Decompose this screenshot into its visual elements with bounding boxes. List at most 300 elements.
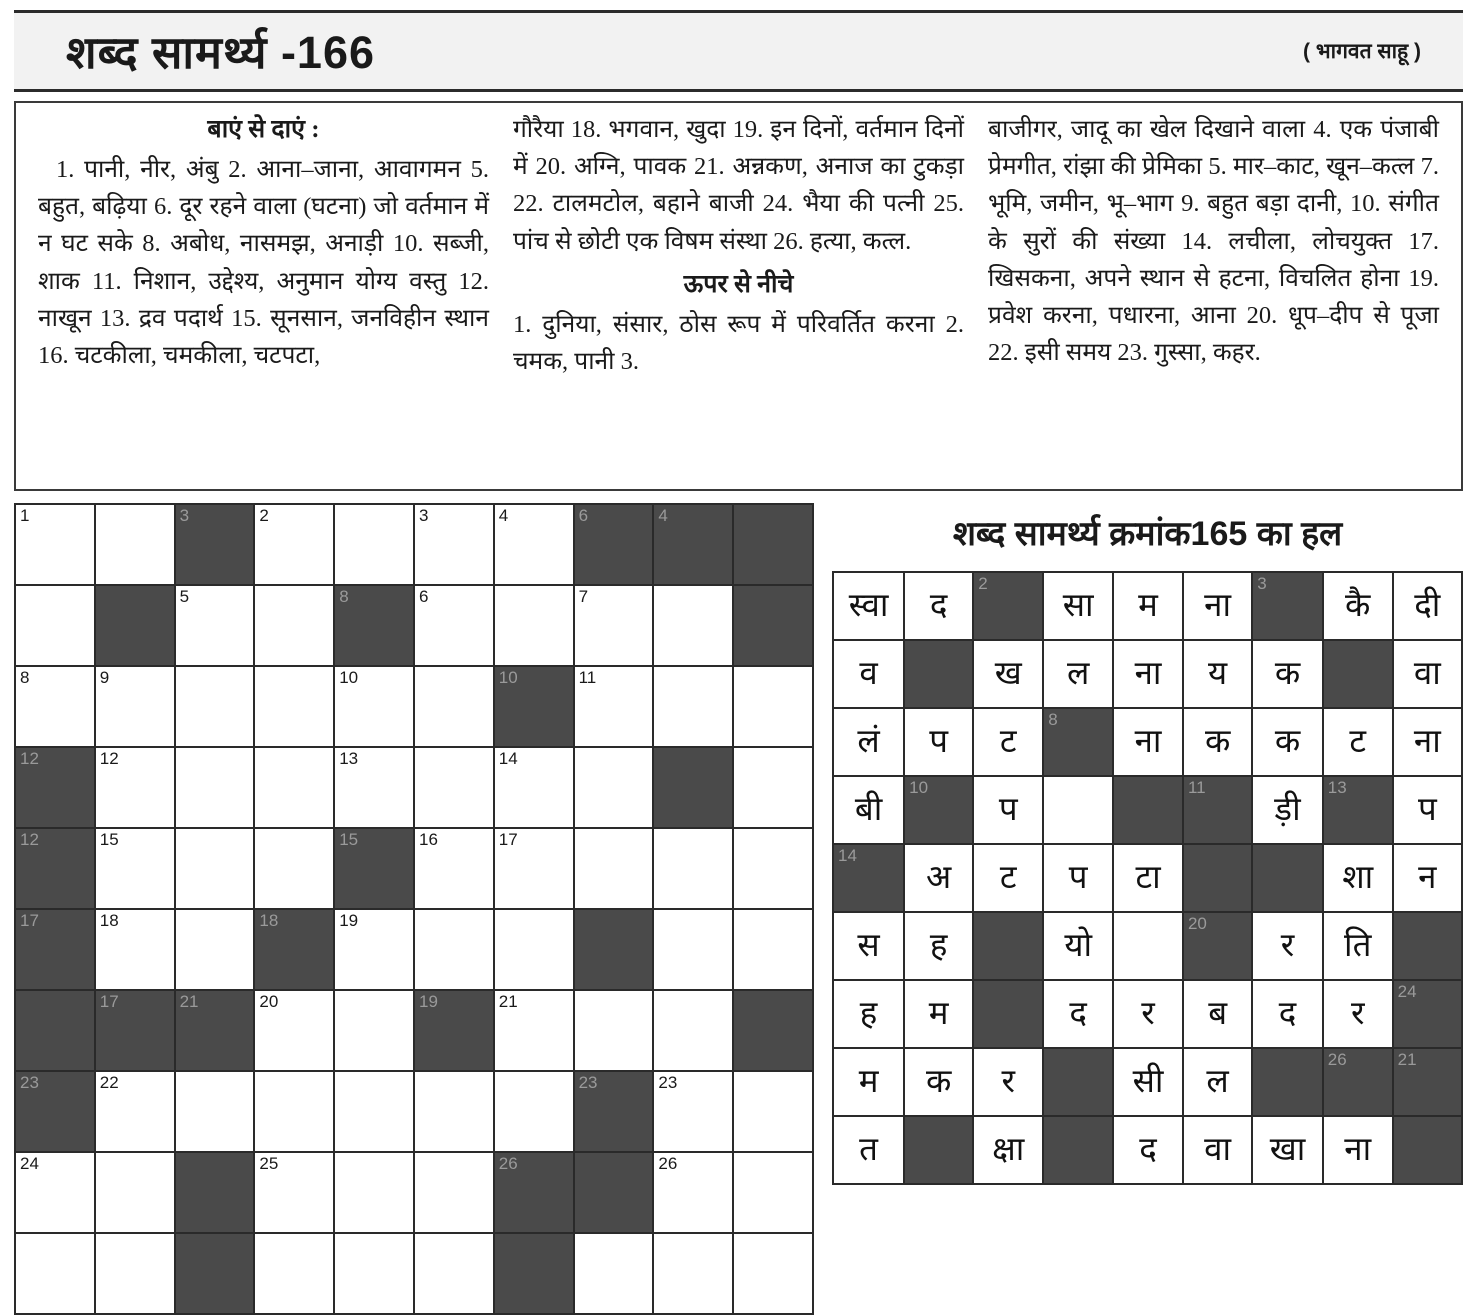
grid-cell[interactable] — [95, 666, 175, 747]
grid-cell — [1252, 776, 1323, 844]
cell-number: 6 — [578, 506, 589, 525]
grid-cell[interactable] — [334, 1071, 414, 1152]
grid-cell[interactable] — [254, 666, 334, 747]
grid-cell-blocked — [1323, 640, 1393, 708]
grid-cell[interactable] — [414, 1152, 494, 1233]
grid-cell-blocked — [733, 990, 813, 1071]
cell-letter: व — [859, 654, 878, 691]
grid-cell — [1183, 1048, 1252, 1116]
grid-cell — [973, 1116, 1043, 1184]
cell-letter: ना — [1134, 654, 1162, 691]
cell-number: 25 — [259, 1154, 279, 1173]
cell-letter: वा — [1413, 654, 1441, 691]
grid-cell[interactable] — [334, 1152, 414, 1233]
cell-number: 2 — [259, 506, 269, 525]
grid-cell-blocked — [574, 909, 654, 990]
across-clues-part-1: 1. पानी, नीर, अंबु 2. आना–जाना, आवागमन 5. बहुत, बढ़िया 6. दूर रहने वाला (घटना) जो वर्तमान में न घट सके 8. अबोध, नासमझ, अनाड़ी 10. सब्जी, शाक 11. निशान, उद्देश्य, अनुमान योग्य वस्तु 12. नाखून 13. द्रव पदार्थ 15. सूनसान, जनविहीन स्थान 16. चटकीला, चमकीला, चटपटा, — [38, 156, 489, 370]
cell-letter: ब — [1208, 994, 1228, 1031]
grid-cell — [833, 640, 904, 708]
grid-row — [15, 1071, 813, 1152]
solution-title: शब्द सामर्थ्य क्रमांक165 का हल — [952, 515, 1343, 553]
grid-cell-blocked — [574, 1071, 654, 1152]
grid-cell-blocked — [494, 1233, 574, 1314]
grid-cell[interactable] — [254, 504, 334, 585]
grid-cell[interactable] — [653, 585, 733, 666]
grid-cell — [904, 912, 973, 980]
cell-number: 3 — [1257, 574, 1267, 593]
cell-number: 16 — [418, 830, 438, 849]
grid-cell[interactable] — [494, 504, 574, 585]
cell-number: 10 — [498, 668, 518, 687]
grid-cell[interactable] — [733, 1152, 813, 1233]
cell-letter: स्वा — [848, 586, 889, 623]
grid-cell[interactable] — [95, 909, 175, 990]
cell-number: 8 — [20, 668, 30, 687]
grid-cell[interactable] — [494, 747, 574, 828]
grid-cell-blocked — [1393, 980, 1462, 1048]
grid-cell[interactable] — [15, 504, 95, 585]
grid-cell-blocked — [1183, 844, 1252, 912]
grid-row — [15, 504, 813, 585]
grid-cell-blocked — [175, 1152, 255, 1233]
cell-number: 5 — [179, 587, 190, 606]
grid-cell-blocked — [653, 504, 733, 585]
cell-letter: ट — [999, 722, 1017, 759]
cell-letter: दी — [1414, 586, 1441, 623]
grid-cell-blocked — [95, 990, 175, 1071]
page-title: शब्द सामर्थ्य -166 — [66, 26, 376, 78]
cell-letter: य — [1208, 654, 1228, 691]
grid-cell-blocked — [15, 747, 95, 828]
cell-number: 17 — [498, 830, 518, 849]
cell-number: 11 — [1187, 778, 1206, 797]
grid-cell — [833, 1048, 904, 1116]
cell-number: 24 — [1397, 982, 1417, 1001]
cell-number: 26 — [1327, 1050, 1347, 1069]
cell-number: 19 — [418, 992, 438, 1011]
grid-cell[interactable] — [334, 666, 414, 747]
cell-number: 8 — [339, 587, 349, 606]
grid-cell-blocked — [1393, 1116, 1462, 1184]
grid-cell — [1183, 572, 1252, 640]
grid-cell[interactable] — [175, 585, 255, 666]
grid-cell-blocked — [175, 990, 255, 1071]
cell-number: 14 — [838, 846, 857, 865]
grid-cell — [1393, 572, 1462, 640]
grid-cell[interactable] — [494, 828, 574, 909]
cell-letter: शा — [1342, 858, 1374, 895]
grid-cell[interactable] — [414, 504, 494, 585]
cell-letter: प — [1068, 858, 1088, 895]
cell-number: 23 — [578, 1073, 598, 1092]
grid-cell — [1043, 844, 1113, 912]
grid-cell — [1043, 776, 1113, 844]
grid-cell — [1113, 708, 1183, 776]
grid-cell[interactable] — [733, 828, 813, 909]
cell-letter: द — [1069, 994, 1087, 1031]
grid-cell-blocked — [904, 1116, 973, 1184]
grid-cell[interactable] — [494, 990, 574, 1071]
grid-cell — [1113, 1116, 1183, 1184]
grid-cell — [833, 776, 904, 844]
cell-letter: सी — [1132, 1062, 1164, 1099]
grid-row — [833, 844, 1462, 912]
grid-row — [15, 828, 813, 909]
grid-cell-blocked — [574, 504, 654, 585]
grid-row — [15, 909, 813, 990]
grid-cell[interactable] — [653, 828, 733, 909]
cell-number: 14 — [498, 749, 518, 768]
cell-letter: लं — [857, 722, 880, 759]
grid-cell — [973, 708, 1043, 776]
grid-cell[interactable] — [175, 909, 255, 990]
grid-cell[interactable] — [15, 1152, 95, 1233]
grid-cell[interactable] — [494, 909, 574, 990]
cell-letter: क — [1274, 722, 1301, 759]
grid-cell[interactable] — [95, 747, 175, 828]
cell-letter: क — [1274, 654, 1301, 691]
cell-number: 21 — [1397, 1050, 1417, 1069]
grid-cell[interactable] — [574, 990, 654, 1071]
cell-number: 11 — [578, 668, 597, 687]
grid-cell — [904, 572, 973, 640]
cell-letter: स — [857, 926, 880, 963]
grid-cell-blocked — [1043, 1048, 1113, 1116]
cell-letter: यो — [1064, 926, 1093, 963]
grid-cell[interactable] — [733, 666, 813, 747]
cell-number: 6 — [418, 587, 429, 606]
grid-cell-blocked — [1393, 912, 1462, 980]
cell-number: 26 — [658, 1154, 678, 1173]
grid-cell — [1043, 640, 1113, 708]
grid-cell[interactable] — [653, 990, 733, 1071]
grid-cell-blocked — [494, 1152, 574, 1233]
puzzle-grid-wrapper — [14, 503, 814, 1315]
grid-cell[interactable] — [334, 504, 414, 585]
grid-cell[interactable] — [574, 666, 654, 747]
grid-row — [833, 980, 1462, 1048]
cell-number: 18 — [99, 911, 119, 930]
grid-cell-blocked — [973, 912, 1043, 980]
cell-letter: ह — [929, 926, 948, 963]
grid-cell — [833, 1116, 904, 1184]
puzzle-grid[interactable] — [14, 503, 814, 1315]
grid-cell — [1393, 844, 1462, 912]
cell-letter: प — [998, 790, 1018, 827]
grid-cell — [1113, 980, 1183, 1048]
grid-cell[interactable] — [334, 909, 414, 990]
grid-cell — [833, 980, 904, 1048]
down-heading: ऊपर से नीचे — [683, 270, 794, 298]
grid-cell[interactable] — [414, 828, 494, 909]
cell-number: 13 — [1327, 778, 1347, 797]
grid-cell — [904, 1048, 973, 1116]
grid-cell-blocked — [254, 909, 334, 990]
grid-cell[interactable] — [414, 747, 494, 828]
grid-cell-blocked — [15, 909, 95, 990]
grid-cell-blocked — [1393, 1048, 1462, 1116]
cell-number: 23 — [658, 1073, 678, 1092]
cell-letter: ति — [1344, 926, 1372, 963]
grid-cell[interactable] — [95, 1233, 175, 1314]
cell-number: 15 — [99, 830, 119, 849]
cell-letter: ल — [1066, 654, 1090, 691]
grid-cell[interactable] — [733, 1233, 813, 1314]
grid-cell[interactable] — [95, 828, 175, 909]
grid-cell-blocked — [1113, 776, 1183, 844]
grid-cell[interactable] — [574, 747, 654, 828]
grid-cell — [1323, 912, 1393, 980]
author-credit: ( भागवत साहू ) — [1303, 40, 1421, 63]
grid-cell[interactable] — [653, 1233, 733, 1314]
grid-cell — [1252, 980, 1323, 1048]
cell-number: 21 — [498, 992, 518, 1011]
grid-cell[interactable] — [254, 828, 334, 909]
grid-cell[interactable] — [95, 504, 175, 585]
solution-wrapper — [832, 503, 1463, 1315]
grid-cell-blocked — [833, 844, 904, 912]
grid-cell — [1183, 980, 1252, 1048]
cell-letter: म — [1138, 586, 1158, 623]
grid-cell — [1323, 844, 1393, 912]
grid-cell — [973, 640, 1043, 708]
grid-cell[interactable] — [334, 1233, 414, 1314]
grid-cell — [1043, 572, 1113, 640]
cell-letter: ल — [1206, 1062, 1229, 1099]
grid-cell — [973, 776, 1043, 844]
cell-number: 3 — [179, 506, 190, 525]
cell-letter: ना — [1204, 586, 1232, 623]
cell-letter: द — [1139, 1130, 1157, 1167]
grid-cell — [1323, 1116, 1393, 1184]
cell-letter: ख — [994, 654, 1022, 691]
cell-number: 8 — [1048, 710, 1058, 729]
grid-cell[interactable] — [254, 747, 334, 828]
grid-cell-blocked — [1043, 1116, 1113, 1184]
grid-cell — [1043, 912, 1113, 980]
cell-letter: क्षा — [992, 1130, 1025, 1167]
grid-cell-blocked — [733, 585, 813, 666]
cell-number: 22 — [99, 1073, 119, 1092]
grid-row — [15, 1152, 813, 1233]
grid-row — [15, 990, 813, 1071]
grid-cell[interactable] — [334, 990, 414, 1071]
cell-letter: प — [1417, 790, 1437, 827]
cell-number: 3 — [418, 506, 429, 525]
grid-cell[interactable] — [175, 1071, 255, 1152]
grid-cell-blocked — [1183, 776, 1252, 844]
cell-letter: टा — [1135, 858, 1161, 895]
grid-cell-blocked — [1252, 572, 1323, 640]
grid-cell[interactable] — [574, 828, 654, 909]
grid-cell[interactable] — [574, 1233, 654, 1314]
cell-number: 19 — [339, 911, 359, 930]
page-title-bar — [14, 10, 1463, 92]
grid-cell — [1183, 640, 1252, 708]
grid-cell-blocked — [973, 980, 1043, 1048]
cell-letter: द — [1278, 994, 1297, 1031]
grid-cell-blocked — [574, 1152, 654, 1233]
cell-number: 21 — [179, 992, 199, 1011]
grid-cell-blocked — [1183, 912, 1252, 980]
grid-cell[interactable] — [653, 1152, 733, 1233]
cell-number: 20 — [1187, 914, 1207, 933]
grid-cell — [1323, 572, 1393, 640]
cell-letter: ह — [859, 994, 878, 1031]
cell-letter: म — [928, 994, 949, 1031]
grid-cell — [833, 572, 904, 640]
grid-cell — [833, 708, 904, 776]
grid-cell[interactable] — [254, 990, 334, 1071]
grid-cell[interactable] — [95, 1152, 175, 1233]
grid-cell-blocked — [334, 585, 414, 666]
grid-cell — [1183, 708, 1252, 776]
grid-cell-blocked — [494, 666, 574, 747]
grid-cell[interactable] — [733, 1071, 813, 1152]
cell-letter: ड़ी — [1274, 790, 1301, 827]
grid-cell[interactable] — [334, 747, 414, 828]
cell-letter: र — [1141, 994, 1155, 1031]
grid-cell-blocked — [175, 1233, 255, 1314]
grid-cell[interactable] — [414, 1233, 494, 1314]
grid-cell — [1113, 640, 1183, 708]
grid-cell[interactable] — [175, 666, 255, 747]
grid-cell — [904, 980, 973, 1048]
grid-cell[interactable] — [494, 1071, 574, 1152]
grid-cell[interactable] — [733, 909, 813, 990]
cell-letter: खा — [1269, 1130, 1306, 1167]
grid-row — [833, 1048, 1462, 1116]
grid-cell[interactable] — [414, 585, 494, 666]
grid-cell[interactable] — [254, 1233, 334, 1314]
cell-letter: क — [925, 1062, 952, 1099]
cell-number: 12 — [20, 749, 39, 768]
solution-grid — [832, 571, 1463, 1185]
cell-number: 2 — [978, 574, 988, 593]
grids-area — [14, 503, 1463, 1315]
grid-cell[interactable] — [254, 1071, 334, 1152]
grid-cell-blocked — [15, 1071, 95, 1152]
clues-column-1 — [26, 111, 501, 479]
grid-row — [833, 708, 1462, 776]
grid-row — [833, 776, 1462, 844]
grid-cell — [1393, 776, 1462, 844]
grid-cell[interactable] — [414, 909, 494, 990]
clues-box — [14, 101, 1463, 491]
grid-cell — [1043, 980, 1113, 1048]
grid-cell — [1323, 980, 1393, 1048]
clues-column-3 — [976, 111, 1451, 479]
grid-cell — [1113, 912, 1183, 980]
grid-cell-blocked — [653, 747, 733, 828]
grid-cell — [833, 912, 904, 980]
cell-number: 9 — [99, 668, 110, 687]
grid-cell[interactable] — [254, 585, 334, 666]
grid-row — [15, 585, 813, 666]
grid-cell[interactable] — [653, 909, 733, 990]
cell-number: 10 — [339, 668, 359, 687]
cell-letter: बी — [854, 790, 883, 827]
grid-cell — [1183, 1116, 1252, 1184]
cell-letter: म — [858, 1062, 879, 1099]
grid-cell[interactable] — [414, 666, 494, 747]
cell-number: 23 — [20, 1073, 39, 1092]
grid-cell-blocked — [733, 504, 813, 585]
cell-number: 26 — [498, 1154, 518, 1173]
grid-cell[interactable] — [574, 585, 654, 666]
cell-letter: सा — [1062, 586, 1094, 623]
cell-number: 18 — [259, 911, 279, 930]
down-clues-part-1: 1. दुनिया, संसार, ठोस रूप में परिवर्तित करना 2. चमक, पानी 3. — [513, 310, 964, 376]
grid-cell-blocked — [1252, 844, 1323, 912]
grid-cell — [1252, 1116, 1323, 1184]
grid-cell[interactable] — [15, 585, 95, 666]
grid-cell — [1323, 708, 1393, 776]
grid-cell-blocked — [414, 990, 494, 1071]
grid-cell[interactable] — [653, 1071, 733, 1152]
cell-number: 13 — [339, 749, 359, 768]
down-clues-part-2: बाजीगर, जादू का खेल दिखाने वाला 4. एक पंजाबी प्रेमगीत, रांझा की प्रेमिका 5. मार–काट, खून–कत्ल 7. भूमि, जमीन, भू–भाग 9. बहुत बड़ा दानी, 10. संगीत के सुरों की संख्या 14. लचीला, लोचयुक्त 17. खिसकना, अपने स्थान से हटना, विचलित होना 19. प्रवेश करना, पधारना, आना 20. धूप–दीप से पूजा 22. इसी समय 23. गुस्सा, कहर. — [988, 116, 1439, 367]
clues-column-2 — [501, 111, 976, 479]
grid-cell[interactable] — [733, 747, 813, 828]
grid-cell-blocked — [15, 828, 95, 909]
cell-letter: अ — [926, 858, 952, 895]
grid-cell[interactable] — [95, 1071, 175, 1152]
cell-letter: कै — [1345, 586, 1371, 623]
cell-letter: र — [1001, 1062, 1015, 1099]
grid-cell[interactable] — [494, 585, 574, 666]
grid-cell[interactable] — [414, 1071, 494, 1152]
grid-cell — [973, 1048, 1043, 1116]
grid-cell-blocked — [175, 504, 255, 585]
grid-cell — [1393, 640, 1462, 708]
grid-cell[interactable] — [175, 747, 255, 828]
grid-cell[interactable] — [653, 666, 733, 747]
grid-cell[interactable] — [175, 828, 255, 909]
grid-cell[interactable] — [15, 666, 95, 747]
grid-cell — [1393, 708, 1462, 776]
cell-letter: ना — [1134, 722, 1162, 759]
cell-number: 4 — [498, 506, 509, 525]
grid-cell — [973, 844, 1043, 912]
grid-cell — [904, 708, 973, 776]
grid-row — [833, 640, 1462, 708]
cell-number: 4 — [658, 506, 668, 525]
grid-cell[interactable] — [254, 1152, 334, 1233]
grid-cell-blocked — [973, 572, 1043, 640]
cell-number: 17 — [99, 992, 119, 1011]
cell-letter: प — [929, 722, 949, 759]
grid-cell-blocked — [904, 776, 973, 844]
grid-cell — [1252, 912, 1323, 980]
grid-cell-blocked — [1252, 1048, 1323, 1116]
grid-cell-blocked — [95, 585, 175, 666]
cell-number: 7 — [578, 587, 589, 606]
cell-number: 10 — [909, 778, 929, 797]
grid-cell — [1113, 844, 1183, 912]
grid-row — [15, 1233, 813, 1314]
across-heading: बाएं से दाएं : — [207, 116, 320, 143]
cell-letter: द — [929, 586, 948, 623]
cell-number: 12 — [20, 830, 39, 849]
grid-cell-blocked — [904, 640, 973, 708]
grid-row — [833, 912, 1462, 980]
grid-cell-blocked — [15, 990, 95, 1071]
grid-cell — [1113, 1048, 1183, 1116]
cell-number: 20 — [259, 992, 279, 1011]
grid-cell[interactable] — [15, 1233, 95, 1314]
grid-cell — [1252, 708, 1323, 776]
